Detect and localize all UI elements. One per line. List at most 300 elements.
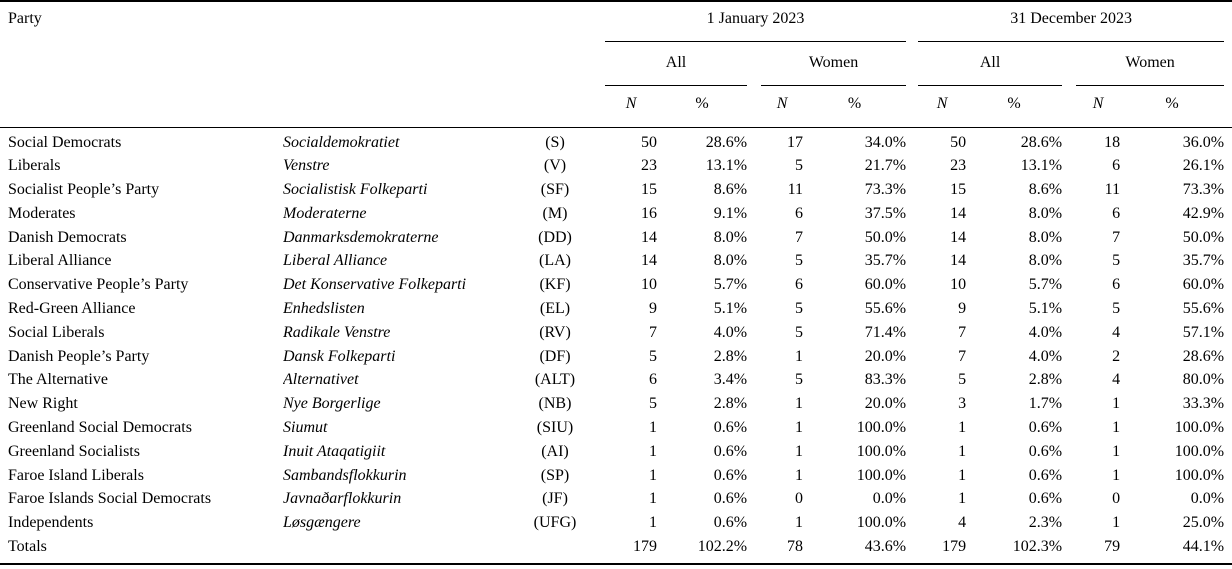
percent-value-cell: 0.6% (713, 514, 748, 532)
column-gap (595, 321, 605, 345)
column-gap (906, 154, 918, 178)
percent-value-cell: 8.6% (1028, 181, 1063, 199)
row-end-gap (1224, 392, 1232, 416)
percent-value-cell: 55.6% (1182, 300, 1225, 318)
n-header-jan-all: N (605, 85, 657, 127)
row-end-gap (1224, 535, 1232, 564)
column-gap (747, 321, 761, 345)
column-gap (747, 178, 761, 202)
n-value-cell: 3 (958, 395, 967, 413)
n-value-cell: 15 (641, 181, 658, 199)
column-gap (747, 41, 761, 85)
percent-value-cell: 102.3% (1012, 538, 1063, 556)
column-gap (595, 464, 605, 488)
party-abbr-cell: (LA) (539, 252, 571, 270)
n-value-cell: 6 (795, 276, 804, 294)
percent-value-cell: 8.6% (713, 181, 748, 199)
n-value-cell: 6 (1112, 157, 1121, 175)
percent-value-cell: 73.3% (864, 181, 907, 199)
women-header-dec: Women (1076, 41, 1224, 85)
row-end-gap (1224, 297, 1232, 321)
column-gap (1062, 535, 1076, 564)
percent-value-cell: 36.0% (1182, 133, 1225, 151)
row-end-gap (1224, 321, 1232, 345)
party-name-cell: Greenland Social Democrats (8, 419, 192, 437)
column-gap (595, 511, 605, 535)
percent-value-cell: 37.5% (864, 204, 907, 222)
n-value-cell: 10 (950, 276, 967, 294)
column-gap (906, 487, 918, 511)
n-value-cell: 1 (1112, 442, 1121, 460)
n-value-cell: 5 (1112, 252, 1121, 270)
party-row (0, 345, 1232, 369)
period-header-row (0, 1, 1232, 41)
percent-value-cell: 5.7% (713, 276, 748, 294)
row-end-gap (1224, 178, 1232, 202)
party-native-name-cell: Sambandsflokkurin (283, 466, 407, 484)
n-value-cell: 7 (958, 323, 967, 341)
party-native-name-cell: Enhedslisten (283, 300, 365, 318)
column-gap (1062, 345, 1076, 369)
column-gap (595, 127, 605, 154)
n-value-cell: 179 (942, 538, 967, 556)
n-value-cell: 1 (795, 514, 804, 532)
percent-value-cell: 26.1% (1182, 157, 1225, 175)
n-value-cell: 11 (1104, 181, 1121, 199)
n-value-cell: 7 (958, 347, 967, 365)
column-gap (906, 392, 918, 416)
column-gap (595, 440, 605, 464)
n-value-cell: 11 (787, 181, 804, 199)
party-row (0, 249, 1232, 273)
percent-header-dec-all: % (966, 85, 1062, 127)
group-header-row (0, 41, 1232, 85)
percent-value-cell: 83.3% (864, 371, 907, 389)
column-gap (1062, 154, 1076, 178)
party-abbr-cell: (JF) (542, 490, 568, 508)
percent-value-cell: 9.1% (713, 204, 748, 222)
percent-value-cell: 5.1% (1028, 300, 1063, 318)
n-value-cell: 7 (649, 323, 658, 341)
column-gap (906, 1, 918, 41)
n-value-cell: 1 (649, 490, 658, 508)
party-name-cell: Danish Democrats (8, 228, 127, 246)
women-header-jan: Women (761, 41, 906, 85)
percent-value-cell: 0.0% (1190, 490, 1225, 508)
row-end-gap (1224, 273, 1232, 297)
percent-value-cell: 100.0% (856, 419, 907, 437)
n-value-cell: 5 (795, 300, 804, 318)
n-value-cell: 0 (795, 490, 804, 508)
party-native-name-cell: Danmarksdemokraterne (283, 228, 439, 246)
n-value-cell: 79 (1104, 538, 1121, 556)
row-end-gap (1224, 345, 1232, 369)
row-end-gap (1224, 249, 1232, 273)
n-value-cell: 14 (950, 228, 967, 246)
percent-value-cell: 33.3% (1182, 395, 1225, 413)
percent-value-cell: 100.0% (1174, 419, 1225, 437)
totals-label: Totals (8, 538, 47, 556)
n-value-cell: 15 (950, 181, 967, 199)
party-native-name-cell: Radikale Venstre (283, 323, 391, 341)
party-name-cell: Social Democrats (8, 133, 122, 151)
n-value-cell: 1 (1112, 514, 1121, 532)
n-header-dec-all: N (918, 85, 966, 127)
percent-value-cell: 60.0% (1182, 276, 1225, 294)
column-gap (747, 487, 761, 511)
table-body (0, 127, 1232, 564)
n-value-cell: 1 (795, 347, 804, 365)
party-abbr-cell: (KF) (539, 276, 571, 294)
column-gap (1062, 226, 1076, 250)
column-gap (595, 392, 605, 416)
row-end-gap (1224, 440, 1232, 464)
party-native-name-cell: Det Konservative Folkeparti (283, 276, 467, 294)
column-gap (1062, 464, 1076, 488)
row-end-gap (1224, 1, 1232, 41)
percent-value-cell: 0.6% (713, 466, 748, 484)
party-abbr-cell: (SF) (540, 181, 570, 199)
party-abbr-cell: (NB) (538, 395, 572, 413)
column-gap (595, 297, 605, 321)
n-value-cell: 14 (641, 228, 658, 246)
party-row (0, 368, 1232, 392)
percent-value-cell: 21.7% (864, 157, 907, 175)
party-row (0, 154, 1232, 178)
column-gap (906, 321, 918, 345)
party-abbr-cell: (M) (542, 204, 568, 222)
percent-value-cell: 2.8% (1028, 371, 1063, 389)
n-value-cell: 16 (641, 204, 658, 222)
percent-value-cell: 73.3% (1182, 181, 1225, 199)
n-value-cell: 1 (795, 442, 804, 460)
percent-value-cell: 28.6% (705, 133, 748, 151)
party-abbr-cell: (SIU) (536, 419, 574, 437)
n-value-cell: 0 (1112, 490, 1121, 508)
percent-value-cell: 55.6% (864, 300, 907, 318)
period2-header: 31 December 2023 (918, 1, 1224, 41)
percent-value-cell: 100.0% (856, 442, 907, 460)
n-value-cell: 18 (1104, 133, 1121, 151)
column-gap (747, 202, 761, 226)
party-name-cell: Faroe Islands Social Democrats (8, 490, 212, 508)
n-value-cell: 5 (795, 323, 804, 341)
column-gap (1062, 321, 1076, 345)
percent-value-cell: 0.6% (713, 490, 748, 508)
n-value-cell: 5 (795, 252, 804, 270)
percent-value-cell: 28.6% (1020, 133, 1063, 151)
party-abbr-cell: (RV) (539, 323, 571, 341)
percent-value-cell: 1.7% (1028, 395, 1063, 413)
percent-value-cell: 50.0% (1182, 228, 1225, 246)
percent-header-jan-all: % (657, 85, 747, 127)
column-gap (906, 41, 918, 85)
party-abbr-cell: (SP) (540, 466, 570, 484)
empty-cell (0, 85, 605, 127)
column-gap (595, 202, 605, 226)
party-abbr-cell: (UFG) (533, 514, 577, 532)
percent-value-cell: 20.0% (864, 347, 907, 365)
percent-value-cell: 20.0% (864, 395, 907, 413)
n-value-cell: 4 (1112, 371, 1121, 389)
column-gap (595, 226, 605, 250)
column-gap (1062, 41, 1076, 85)
percent-value-cell: 57.1% (1182, 323, 1225, 341)
party-name-cell: Danish People’s Party (8, 347, 150, 365)
measure-header-row (0, 85, 1232, 127)
column-gap (595, 368, 605, 392)
all-header-jan: All (605, 41, 747, 85)
party-row (0, 392, 1232, 416)
percent-value-cell: 0.6% (1028, 419, 1063, 437)
row-end-gap (1224, 368, 1232, 392)
party-name-cell: Moderates (8, 204, 76, 222)
column-gap (906, 511, 918, 535)
n-value-cell: 1 (649, 466, 658, 484)
percent-value-cell: 43.6% (864, 538, 907, 556)
percent-value-cell: 60.0% (864, 276, 907, 294)
party-native-name-cell: Venstre (283, 157, 330, 175)
party-row (0, 464, 1232, 488)
party-native-name-cell: Siumut (283, 419, 328, 437)
column-gap (1062, 273, 1076, 297)
n-value-cell: 1 (649, 514, 658, 532)
column-gap (595, 273, 605, 297)
party-native-name-cell: Alternativet (283, 371, 359, 389)
n-header-dec-women: N (1076, 85, 1120, 127)
column-gap (595, 416, 605, 440)
column-gap (747, 297, 761, 321)
column-gap (1062, 297, 1076, 321)
n-value-cell: 4 (958, 514, 967, 532)
row-end-gap (1224, 464, 1232, 488)
n-value-cell: 4 (1112, 323, 1121, 341)
table-header (0, 1, 1232, 127)
n-value-cell: 2 (1112, 347, 1121, 365)
n-value-cell: 6 (795, 204, 804, 222)
column-gap (595, 249, 605, 273)
n-value-cell: 5 (649, 347, 658, 365)
party-row (0, 416, 1232, 440)
column-gap (595, 154, 605, 178)
column-gap (906, 202, 918, 226)
percent-value-cell: 0.6% (1028, 490, 1063, 508)
percent-value-cell: 0.6% (713, 442, 748, 460)
column-gap (1062, 85, 1076, 127)
party-native-name-cell (283, 535, 515, 564)
column-gap (747, 464, 761, 488)
party-name-cell: The Alternative (8, 371, 108, 389)
party-row (0, 178, 1232, 202)
percent-value-cell: 44.1% (1182, 538, 1225, 556)
percent-value-cell: 5.7% (1028, 276, 1063, 294)
percent-header-dec-women: % (1120, 85, 1224, 127)
column-gap (595, 535, 605, 564)
n-value-cell: 1 (1112, 466, 1121, 484)
n-value-cell: 5 (795, 371, 804, 389)
column-gap (906, 226, 918, 250)
row-end-gap (1224, 202, 1232, 226)
percent-value-cell: 3.4% (713, 371, 748, 389)
column-gap (906, 368, 918, 392)
n-value-cell: 14 (641, 252, 658, 270)
column-gap (906, 249, 918, 273)
party-abbr-cell: (EL) (539, 300, 571, 318)
column-gap (1062, 487, 1076, 511)
column-gap (906, 85, 918, 127)
party-name-cell: Faroe Island Liberals (8, 466, 144, 484)
column-gap (1062, 440, 1076, 464)
column-gap (595, 345, 605, 369)
n-value-cell: 17 (787, 133, 804, 151)
party-native-name-cell: Liberal Alliance (283, 252, 388, 270)
percent-value-cell: 2.3% (1028, 514, 1063, 532)
party-name-cell: Liberals (8, 157, 61, 175)
n-value-cell: 179 (633, 538, 658, 556)
column-gap (906, 127, 918, 154)
percent-value-cell: 8.0% (1028, 252, 1063, 270)
column-gap (906, 464, 918, 488)
party-abbr-cell: (ALT) (534, 371, 576, 389)
n-value-cell: 14 (950, 204, 967, 222)
row-end-gap (1224, 511, 1232, 535)
party-native-name-cell: Inuit Ataqatigiit (283, 442, 386, 460)
n-value-cell: 6 (1112, 204, 1121, 222)
party-native-name-cell: Dansk Folkeparti (283, 347, 396, 365)
all-header-dec: All (918, 41, 1062, 85)
column-gap (1062, 416, 1076, 440)
column-gap (906, 416, 918, 440)
row-end-gap (1224, 416, 1232, 440)
n-value-cell: 6 (649, 371, 658, 389)
column-gap (747, 535, 761, 564)
column-gap (906, 345, 918, 369)
party-row (0, 202, 1232, 226)
column-gap (747, 249, 761, 273)
party-name-cell: Liberal Alliance (8, 252, 112, 270)
percent-value-cell: 5.1% (713, 300, 748, 318)
party-row (0, 511, 1232, 535)
party-name-cell: New Right (8, 395, 78, 413)
column-gap (747, 127, 761, 154)
party-abbr-cell: (AI) (541, 442, 569, 460)
n-value-cell: 23 (641, 157, 658, 175)
percent-value-cell: 28.6% (1182, 347, 1225, 365)
row-end-gap (1224, 487, 1232, 511)
n-value-cell: 1 (649, 419, 658, 437)
percent-value-cell: 100.0% (856, 514, 907, 532)
column-gap (747, 85, 761, 127)
n-value-cell: 9 (958, 300, 967, 318)
column-gap (906, 297, 918, 321)
column-gap (747, 511, 761, 535)
party-row (0, 487, 1232, 511)
party-name-cell: Independents (8, 514, 94, 532)
column-gap (747, 416, 761, 440)
percent-value-cell: 8.0% (713, 228, 748, 246)
percent-value-cell: 13.1% (705, 157, 748, 175)
percent-value-cell: 80.0% (1182, 371, 1225, 389)
n-value-cell: 5 (1112, 300, 1121, 318)
column-gap (747, 392, 761, 416)
column-gap (1062, 392, 1076, 416)
party-name-cell: Greenland Socialists (8, 442, 140, 460)
percent-value-cell: 102.2% (697, 538, 748, 556)
column-gap (906, 273, 918, 297)
party-row (0, 273, 1232, 297)
percent-value-cell: 35.7% (1182, 252, 1225, 270)
row-end-gap (1224, 41, 1232, 85)
n-value-cell: 5 (795, 157, 804, 175)
column-gap (1062, 249, 1076, 273)
party-native-name-cell: Socialistisk Folkeparti (283, 181, 428, 199)
party-name-cell: Conservative People’s Party (8, 276, 189, 294)
percent-value-cell: 0.0% (872, 490, 907, 508)
n-value-cell: 9 (649, 300, 658, 318)
percent-value-cell: 8.0% (1028, 204, 1063, 222)
party-row (0, 297, 1232, 321)
column-gap (747, 440, 761, 464)
column-gap (1062, 178, 1076, 202)
party-name-cell: Socialist People’s Party (8, 181, 160, 199)
percent-value-cell: 8.0% (1028, 228, 1063, 246)
column-gap (747, 273, 761, 297)
column-gap (747, 368, 761, 392)
percent-value-cell: 34.0% (864, 133, 907, 151)
n-value-cell: 1 (958, 466, 967, 484)
column-gap (747, 226, 761, 250)
percent-value-cell: 0.6% (1028, 442, 1063, 460)
percent-value-cell: 100.0% (856, 466, 907, 484)
party-abbr-cell (515, 535, 595, 564)
percent-value-cell: 100.0% (1174, 466, 1225, 484)
party-row (0, 321, 1232, 345)
n-value-cell: 1 (795, 466, 804, 484)
column-gap (1062, 368, 1076, 392)
n-value-cell: 1 (795, 395, 804, 413)
column-gap (1062, 511, 1076, 535)
n-value-cell: 5 (958, 371, 967, 389)
n-value-cell: 1 (958, 490, 967, 508)
n-value-cell: 1 (1112, 419, 1121, 437)
percent-value-cell: 8.0% (713, 252, 748, 270)
percent-value-cell: 50.0% (864, 228, 907, 246)
percent-value-cell: 2.8% (713, 347, 748, 365)
column-gap (747, 154, 761, 178)
column-gap (906, 440, 918, 464)
party-native-name-cell: Socialdemokratiet (283, 133, 400, 151)
column-gap (1062, 202, 1076, 226)
percent-value-cell: 0.6% (1028, 466, 1063, 484)
n-header-jan-women: N (761, 85, 803, 127)
party-row (0, 127, 1232, 154)
n-value-cell: 7 (1112, 228, 1121, 246)
percent-value-cell: 13.1% (1020, 157, 1063, 175)
party-name-cell: Red-Green Alliance (8, 300, 136, 318)
party-name-cell: Social Liberals (8, 323, 105, 341)
percent-value-cell: 100.0% (1174, 442, 1225, 460)
percent-value-cell: 4.0% (1028, 323, 1063, 341)
party-abbr-cell: (DF) (539, 347, 571, 365)
party-native-name-cell: Moderaterne (283, 204, 367, 222)
percent-value-cell: 25.0% (1182, 514, 1225, 532)
n-value-cell: 14 (950, 252, 967, 270)
n-value-cell: 10 (641, 276, 658, 294)
n-value-cell: 5 (649, 395, 658, 413)
percent-value-cell: 0.6% (713, 419, 748, 437)
totals-row (0, 535, 1232, 564)
row-end-gap (1224, 154, 1232, 178)
